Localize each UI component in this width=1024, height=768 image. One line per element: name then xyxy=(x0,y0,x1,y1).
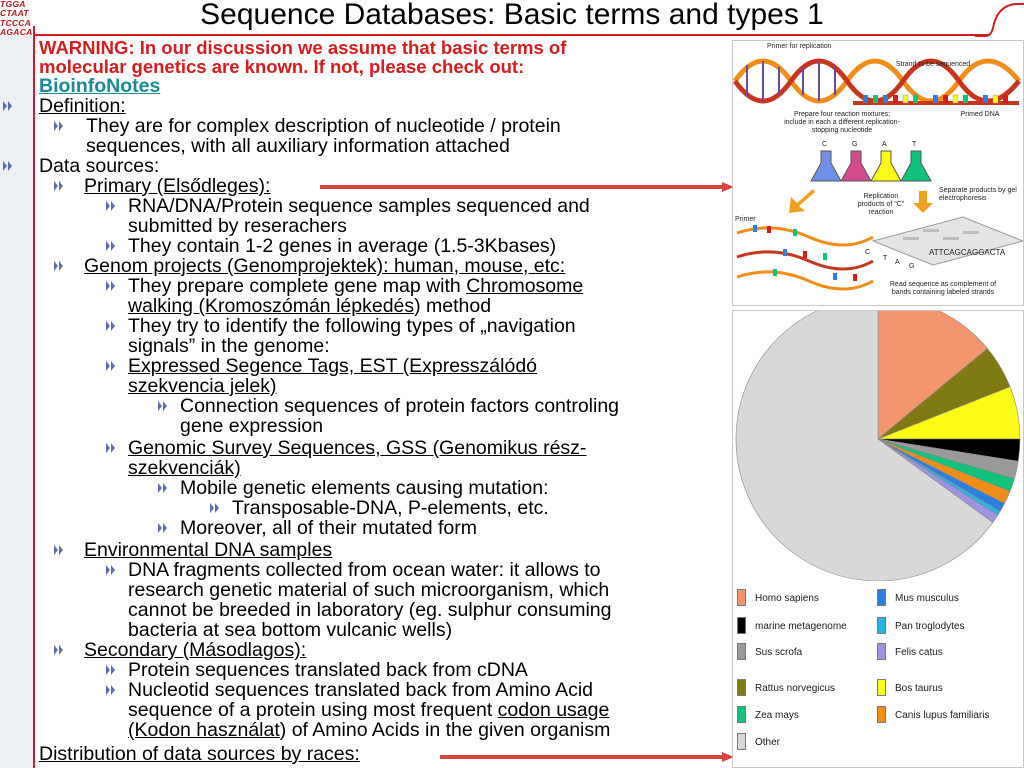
outline-text: DNA fragments collected from ocean water: it allows to xyxy=(128,559,601,581)
gel-letter: C xyxy=(865,249,871,256)
outline-text: sequences, with all auxiliary information attached xyxy=(86,135,510,157)
base-label: A xyxy=(882,141,887,148)
outline-text: Moreover, all of their mutated form xyxy=(180,517,477,539)
diagram-label: Prepare four reaction mixtures; include in each a different replication-stopping nucleotide xyxy=(784,111,900,134)
outline-text: Environmental DNA samples xyxy=(84,539,333,561)
warning-line: WARNING: In our discussion we assume that basic terms of xyxy=(39,37,567,58)
pie-legend xyxy=(733,581,1023,767)
heading-data-sources: Data sources: xyxy=(39,155,160,177)
outline-text: gene expression xyxy=(180,415,324,437)
pointer-arrow xyxy=(440,755,728,759)
diagram-label: Primer for replication xyxy=(767,43,832,50)
gel-letter: T xyxy=(883,255,888,262)
bullet-icon xyxy=(105,360,117,372)
legend-swatch xyxy=(737,679,746,696)
chromosome-walking-link[interactable]: Chromosome xyxy=(466,275,584,297)
outline-text: submitted by reserachers xyxy=(128,215,347,237)
legend-label: Sus scrofa xyxy=(755,647,803,658)
bullet-icon xyxy=(105,664,117,676)
pie-chart xyxy=(733,311,1023,581)
gel-letter: A xyxy=(895,259,900,266)
diagram-label: Primer xyxy=(735,216,756,223)
species-pie-chart xyxy=(732,310,1024,768)
bioinfonotes-link[interactable]: BioinfoNotes xyxy=(39,75,161,97)
chromosome-walking-link[interactable]: walking (Kromoszómán lépkedés xyxy=(128,295,415,317)
diagram-label: Primed DNA xyxy=(960,111,1000,118)
logo-line: TCCCA xyxy=(0,17,32,28)
outline-text xyxy=(128,296,491,316)
bullet-icon xyxy=(53,260,65,272)
bullet-icon xyxy=(53,544,65,556)
bullet-icon xyxy=(105,564,117,576)
legend-label: Bos taurus xyxy=(895,683,943,694)
outline-text: Nucleotid sequences translated back from Amino Acid xyxy=(128,679,594,701)
bullet-icon xyxy=(105,280,117,292)
outline-text xyxy=(128,700,609,720)
outline-text: Expressed Segence Tags, EST (Expresszálódó xyxy=(128,355,538,377)
legend-swatch xyxy=(737,617,746,634)
legend-swatch xyxy=(877,706,886,723)
codon-usage-link[interactable]: codon usage xyxy=(497,699,610,721)
outline-text: ) of Amino Acids in the given organism xyxy=(279,719,611,741)
outline-text: They try to identify the following types of „navigation xyxy=(128,315,576,337)
outline-text: bacteria at sea bottom vulcanic wells) xyxy=(128,619,453,641)
diagram-label: Strand to be sequenced xyxy=(895,61,971,68)
bullet-icon xyxy=(105,442,117,454)
bullet-icon xyxy=(53,180,65,192)
bullet-icon xyxy=(105,320,117,332)
outline-text: Genomic Survey Sequences, GSS (Genomikus rész- xyxy=(128,437,587,459)
bullet-icon xyxy=(53,120,65,132)
slide-content xyxy=(35,38,730,768)
outline-text: cannot be breeded in laboratory (eg. sulphur consuming xyxy=(128,599,612,621)
legend-label: Felis catus xyxy=(895,647,943,658)
legend-label: Pan troglodytes xyxy=(895,621,965,632)
legend-swatch xyxy=(877,617,886,634)
codon-usage-link[interactable]: (Kodon használat xyxy=(128,719,280,741)
outline-text: They contain 1-2 genes in average (1.5-3Kbases) xyxy=(128,235,557,257)
legend-swatch xyxy=(737,706,746,723)
outline-text: szekvencia jelek) xyxy=(128,375,277,397)
outline-text: Primary (Elsődleges): xyxy=(84,175,271,197)
legend-label: Mus musculus xyxy=(895,593,959,604)
dna-sequencing-diagram xyxy=(732,40,1024,306)
bullet-icon xyxy=(209,502,221,514)
outline-text: szekvenciák) xyxy=(128,457,241,479)
legend-label: Zea mays xyxy=(755,710,799,721)
outline-text: RNA/DNA/Protein sequence samples sequenced and xyxy=(128,195,590,217)
outline-text: research genetic material of such microorganism, which xyxy=(128,579,610,601)
outline-text xyxy=(128,720,610,740)
base-label: C xyxy=(822,141,828,148)
title-rule xyxy=(35,34,990,36)
legend-swatch xyxy=(877,643,886,660)
heading-distribution: Distribution of data sources by races: xyxy=(39,743,360,765)
legend-swatch xyxy=(737,733,746,750)
logo-line: AGACA xyxy=(0,27,33,38)
sidebar-strip xyxy=(0,36,34,768)
bullet-icon xyxy=(53,644,65,656)
diagram-label: Read sequence as complement of bands containing labeled strands xyxy=(889,281,997,296)
dna-sequencing-illustration xyxy=(733,41,1023,305)
outline-text: They are for complex description of nucleotide / protein xyxy=(86,115,561,137)
outline-text: signals” in the genome: xyxy=(128,335,330,357)
legend-swatch xyxy=(877,589,886,606)
bullet-icon xyxy=(105,200,117,212)
legend-swatch xyxy=(737,643,746,660)
legend-swatch xyxy=(877,679,886,696)
diagram-label: Separate products by gel electrophoresis xyxy=(939,187,1017,202)
legend-label: Canis lupus familiaris xyxy=(895,710,990,721)
bullet-icon xyxy=(2,100,14,112)
bullet-icon xyxy=(157,400,169,412)
outline-text: They prepare complete gene map with xyxy=(128,275,467,297)
outline-text: Mobile genetic elements causing mutation: xyxy=(180,477,549,499)
legend-label: marine metagenome xyxy=(755,621,847,632)
gel-letter: G xyxy=(909,263,915,270)
diagram-label: Replication products of "C" reaction xyxy=(857,193,905,216)
bullet-icon xyxy=(157,522,169,534)
outline-text: Genom projects (Genomprojektek): human, mouse, etc: xyxy=(84,255,566,277)
warning-line: molecular genetics are known. If not, please check out: xyxy=(39,56,525,77)
outline-text: Connection sequences of protein factors controling xyxy=(180,395,620,417)
logo-line: CTAAT xyxy=(0,8,29,19)
outline-text: Secondary (Másodlagos): xyxy=(84,639,307,661)
legend-label: Rattus norvegicus xyxy=(755,683,836,694)
outline-text: ) method xyxy=(414,295,492,317)
legend-label: Homo sapiens xyxy=(755,593,819,604)
bullet-icon xyxy=(157,482,169,494)
bullet-icon xyxy=(105,240,117,252)
outline-text: sequence of a protein using most frequent xyxy=(128,699,498,721)
outline-text: Transposable-DNA, P-elements, etc. xyxy=(232,497,549,519)
bullet-icon xyxy=(2,160,14,172)
logo-line: TGGA xyxy=(0,0,26,9)
base-label: T xyxy=(912,141,917,148)
legend-swatch xyxy=(737,589,746,606)
legend-label: Other xyxy=(755,737,781,748)
slide-title: Sequence Databases: Basic terms and types 1 xyxy=(200,0,824,31)
heading-definition: Definition: xyxy=(39,95,126,117)
gel-sequence: ATTCAGCAGGACTA xyxy=(929,248,1006,257)
base-label: G xyxy=(852,141,858,148)
outline-text: Protein sequences translated back from cDNA xyxy=(128,659,528,681)
outline-text xyxy=(128,276,583,296)
bullet-icon xyxy=(105,684,117,696)
pointer-arrow xyxy=(320,185,728,189)
